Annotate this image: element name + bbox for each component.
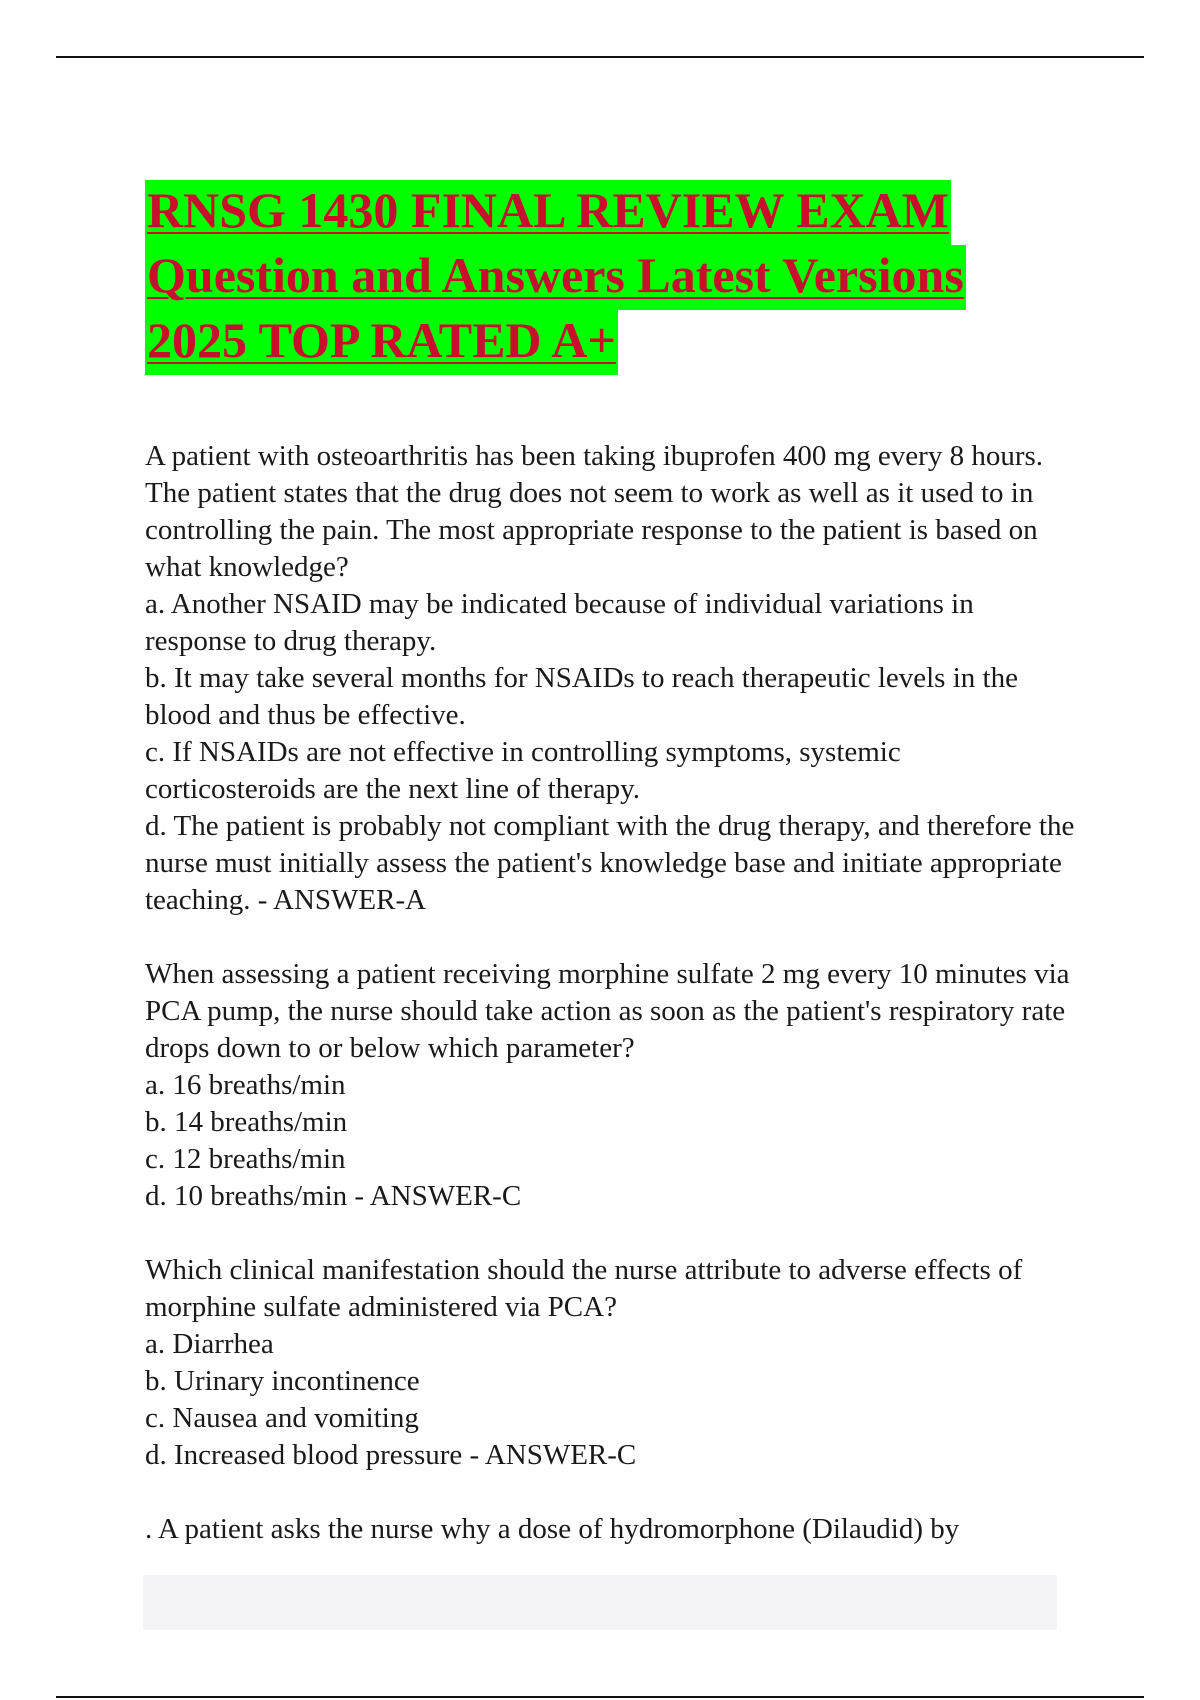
answer-option: b. 14 breaths/min — [145, 1106, 348, 1138]
answer-option: b. It may take several months for NSAIDs to reach therapeutic levels in the blood and thus be effective. — [145, 662, 1018, 731]
answer-option: a. 16 breaths/min — [145, 1069, 346, 1101]
title-line-3: 2025 TOP RATED A+ — [145, 310, 618, 375]
top-rule — [56, 56, 1144, 58]
content-placeholder — [143, 1575, 1057, 1630]
answer-option: c. If NSAIDs are not effective in controlling symptoms, systemic corticosteroids are the next line of therapy. — [145, 736, 901, 805]
answer-option: d. The patient is probably not compliant with the drug therapy, and therefore the nurse must initially assess the patient's knowledge base and initiate appropriate teaching. - ANSWER-A — [145, 810, 1075, 916]
answer-option: c. Nausea and vomiting — [145, 1402, 419, 1434]
document-body — [145, 438, 1075, 1585]
question-block-1 — [145, 438, 1075, 919]
answer-option: c. 12 breaths/min — [145, 1143, 346, 1175]
question-block-4 — [145, 1511, 1075, 1548]
question-stem: A patient with osteoarthritis has been taking ibuprofen 400 mg every 8 hours. The patient states that the drug does not seem to work as well as it used to in controlling the pain. The most appropriate response to the patient is based on what knowledge? — [145, 440, 1044, 583]
question-block-2 — [145, 956, 1075, 1215]
answer-option: d. 10 breaths/min - ANSWER-C — [145, 1180, 522, 1212]
answer-option: b. Urinary incontinence — [145, 1365, 420, 1397]
question-stem: . A patient asks the nurse why a dose of hydromorphone (Dilaudid) by — [145, 1513, 960, 1545]
question-block-3 — [145, 1252, 1075, 1474]
page-title — [145, 180, 1065, 375]
question-stem: When assessing a patient receiving morphine sulfate 2 mg every 10 minutes via PCA pump, the nurse should take action as soon as the patient's respiratory rate drops down to or below which parameter? — [145, 958, 1070, 1064]
answer-option: d. Increased blood pressure - ANSWER-C — [145, 1439, 637, 1471]
question-stem: Which clinical manifestation should the nurse attribute to adverse effects of morphine sulfate administered via PCA? — [145, 1254, 1023, 1323]
title-line-2: Question and Answers Latest Versions — [145, 245, 966, 310]
answer-option: a. Another NSAID may be indicated because of individual variations in response to drug therapy. — [145, 588, 974, 657]
title-line-1: RNSG 1430 FINAL REVIEW EXAM — [145, 180, 951, 245]
answer-option: a. Diarrhea — [145, 1328, 274, 1360]
bottom-rule — [56, 1696, 1144, 1698]
